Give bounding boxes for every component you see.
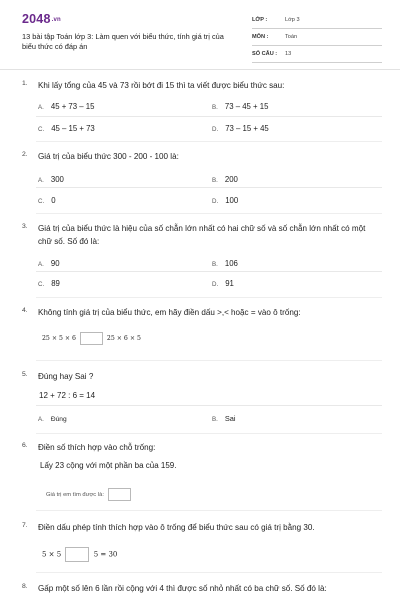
question-7: 7. Điền dấu phép tính thích hợp vào ô trống để biểu thức sau có giá trị bằng 30. 5 × 5 5 = 30 — [22, 522, 382, 567]
option-b[interactable]: B. Sai — [212, 414, 236, 423]
question-8: 8. Gấp một số lên 6 lần rồi cộng với 4 thì được số nhỏ nhất có ba chữ số. Số đó là: — [22, 583, 382, 599]
question-5: 5. Đúng hay Sai ? 12 + 72 : 6 = 14 A. Đúng B. Sai — [22, 371, 382, 431]
option-a[interactable]: A. 90 — [38, 259, 60, 268]
question-4: 4. Không tính giá trị của biểu thức, em hãy điền dấu >,< hoặc = vào ô trống: 25 × 5 × 6 25 × 6 × 5 — [22, 307, 382, 357]
question-text: Giá trị của biểu thức là hiệu của số chẵn lớn nhất có hai chữ số và số chẵn lớn nhất có một chữ số. Số đó là: — [38, 224, 366, 246]
question-text: Không tính giá trị của biểu thức, em hãy điền dấu >,< hoặc = vào ô trống: — [38, 308, 301, 317]
question-1: 1. Khi lấy tổng của 45 và 73 rồi bớt đi 15 thì ta viết được biểu thức sau: A. 45 + 73 – 15 B. 73 – 45 + 15 C. 45 – 15 + 73 D. 73 – 15 + 45 — [22, 80, 382, 142]
option-a[interactable]: A. 300 — [38, 175, 64, 184]
statement: 12 + 72 : 6 = 14 — [39, 391, 96, 400]
site-logo[interactable]: 2048.vn — [22, 12, 61, 26]
option-c[interactable]: C. 45 – 15 + 73 — [38, 124, 95, 133]
option-b[interactable]: B. 200 — [212, 175, 238, 184]
option-b[interactable]: B. 73 – 45 + 15 — [212, 102, 269, 111]
answer-row: Giá trị em tìm được là: — [46, 488, 133, 501]
comparison-answer-box[interactable] — [80, 332, 103, 345]
option-d[interactable]: D. 73 – 15 + 45 — [212, 124, 269, 133]
header — [22, 8, 382, 64]
statement: Lấy 23 cộng với một phần ba của 159. — [40, 461, 177, 470]
option-b[interactable]: B. 106 — [212, 259, 238, 268]
header-divider — [0, 69, 400, 70]
meta-info — [252, 14, 382, 65]
question-text: Điền dấu phép tính thích hợp vào ô trống để biểu thức sau có giá trị bằng 30. — [38, 523, 315, 532]
meta-row-grade: LỚP : Lớp 3 — [252, 14, 382, 29]
operator-expression: 5 × 5 5 = 30 — [42, 547, 117, 562]
question-text: Khi lấy tổng của 45 và 73 rồi bớt đi 15 thì ta viết được biểu thức sau: — [38, 81, 285, 90]
question-text: Đúng hay Sai ? — [38, 372, 94, 381]
question-text: Điền số thích hợp vào chỗ trống: — [38, 443, 156, 452]
worksheet-title: 13 bài tập Toán lớp 3: Làm quen với biểu thức, tính giá trị của biểu thức có đáp án — [22, 32, 224, 51]
option-c[interactable]: C. 89 — [38, 279, 60, 288]
option-a[interactable]: A. 45 + 73 – 15 — [38, 102, 95, 111]
question-3: 3. Giá trị của biểu thức là hiệu của số chẵn lớn nhất có hai chữ số và số chẵn lớn nhất có một chữ số. Số đó là: A. 90 B. 106 C. 89 D. 91 — [22, 223, 382, 298]
comparison-expression: 25 × 5 × 6 25 × 6 × 5 — [42, 332, 141, 345]
answer-box[interactable] — [108, 488, 131, 501]
meta-row-subject: MÔN : Toán — [252, 31, 382, 46]
question-2: 2. Giá trị của biểu thức 300 - 200 - 100 là: A. 300 B. 200 C. 0 D. 100 — [22, 151, 382, 213]
question-text: Gấp một số lên 6 lần rồi cộng với 4 thì được số nhỏ nhất có ba chữ số. Số đó là: — [38, 584, 327, 593]
question-6: 6. Điền số thích hợp vào chỗ trống: Lấy 23 cộng với một phần ba của 159. Giá trị em tìm được là: — [22, 442, 382, 504]
option-d[interactable]: D. 100 — [212, 196, 239, 205]
meta-row-count: SỐ CÂU : 13 — [252, 48, 382, 63]
option-d[interactable]: D. 91 — [212, 279, 234, 288]
option-a[interactable]: A. Đúng — [38, 416, 67, 423]
question-text: Giá trị của biểu thức 300 - 200 - 100 là: — [38, 152, 179, 161]
operator-answer-box[interactable] — [65, 547, 89, 562]
option-c[interactable]: C. 0 — [38, 196, 56, 205]
